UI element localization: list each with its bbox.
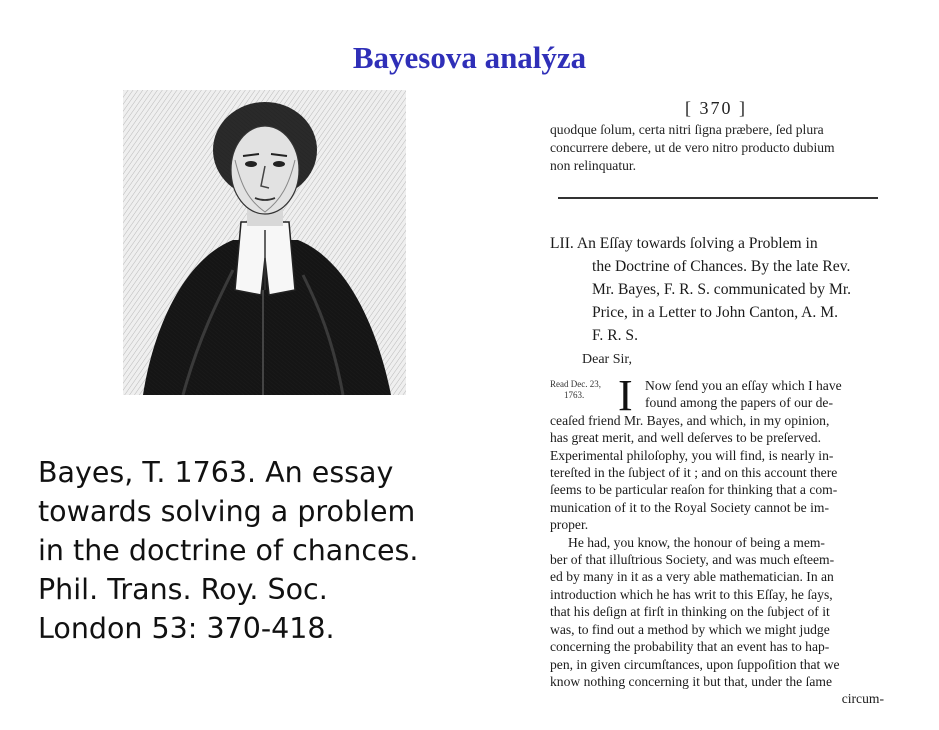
bayes-portrait-image <box>123 90 406 395</box>
essay-page-scan <box>548 96 884 707</box>
body-line: ber of that illuſtrious Society, and was much eſteem- <box>550 552 835 568</box>
drop-cap: I <box>618 371 633 420</box>
heading-line: Price, in a Letter to John Canton, A. M. <box>592 304 838 321</box>
body-line: Now ſend you an eſſay which I have <box>645 378 842 393</box>
latin-line: concurrere debere, ut de vero nitro producto dubium <box>550 140 835 155</box>
citation-line: in the doctrine of chances. <box>38 534 419 567</box>
body-line: was, to find out a method by which we might judge <box>550 621 830 637</box>
body-line: ed by many in it as a very able mathematician. In an <box>550 569 834 585</box>
body-line: tereſted in the ſubject of it ; and on this account there <box>550 465 838 481</box>
latin-line: non relinquatur. <box>550 158 637 173</box>
citation-line: Bayes, T. 1763. An essay <box>38 456 394 489</box>
body-line: concerning the probability that an event has to hap- <box>550 639 830 655</box>
body-line: He had, you know, the honour of being a mem- <box>568 534 825 550</box>
heading-line: F. R. S. <box>592 327 638 344</box>
body-line: munication of it to the Royal Society cannot be im- <box>550 499 829 515</box>
body-line: that his deſign at firſt in thinking on the ſubject of it <box>550 604 830 620</box>
body-line: ſeems to be particular reaſon for thinking that a com- <box>550 482 838 498</box>
essay-heading <box>550 232 884 347</box>
body-line: proper. <box>550 517 589 533</box>
body-line: circum- <box>841 691 884 707</box>
margin-note-line: Read Dec. 23, <box>550 379 601 389</box>
letter-greeting: Dear Sir, <box>582 352 632 367</box>
heading-line: LII. An Eſſay towards ſolving a Problem in <box>550 235 818 252</box>
heading-line: the Doctrine of Chances. By the late Rev. <box>592 258 851 275</box>
citation-line: London 53: 370-418. <box>38 612 335 645</box>
body-line: ceaſed friend Mr. Bayes, and which, in my opinion, <box>550 412 830 428</box>
section-divider <box>558 197 878 199</box>
body-line: Experimental philoſophy, you will find, is nearly in- <box>550 447 834 463</box>
slide-title: Bayesova analýza <box>352 40 587 75</box>
essay-body-text <box>550 377 884 708</box>
body-line: introduction which he has writ to this Eſſay, he ſays, <box>550 586 833 602</box>
body-line: found among the papers of our de- <box>645 395 833 411</box>
page-number: [ 370 ] <box>685 98 747 118</box>
body-line: pen, in given circumſtances, upon ſuppoſition that we <box>550 656 840 672</box>
latin-paragraph <box>550 121 884 175</box>
citation-line: towards solving a problem <box>38 495 416 528</box>
citation-text <box>38 453 508 648</box>
latin-line: quodque ſolum, certa nitri ſigna præbere, ſed plura <box>550 122 824 137</box>
margin-note-line: 1763. <box>564 390 585 400</box>
body-line: know nothing concerning it but that, under the ſame <box>550 673 833 689</box>
heading-line: Mr. Bayes, F. R. S. communicated by Mr. <box>592 281 852 298</box>
body-line: has great merit, and well deſerves to be preſerved. <box>550 430 822 446</box>
citation-line: Phil. Trans. Roy. Soc. <box>38 573 328 606</box>
